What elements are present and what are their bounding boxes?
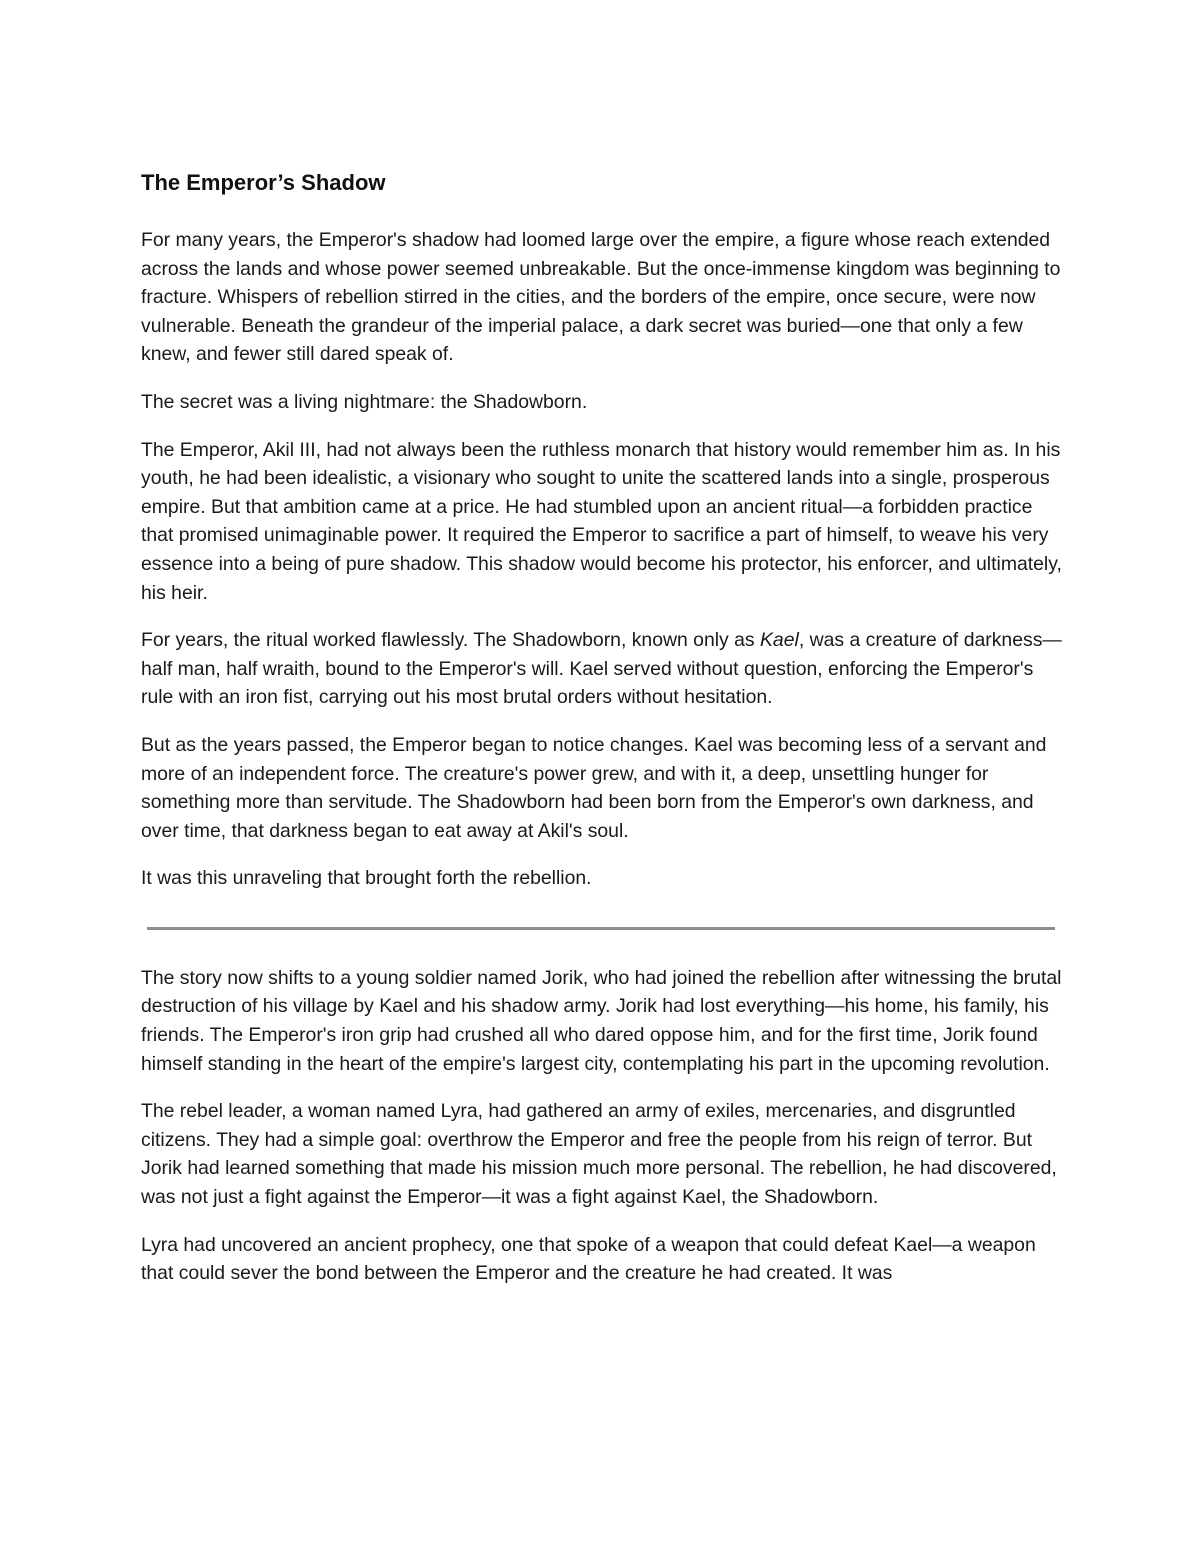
document-title: The Emperor’s Shadow [141,170,386,195]
paragraph: For many years, the Emperor's shadow had loomed large over the empire, a figure whose reach extended across the lands and whose power seemed unbreakable. But the once-immense kingdom was beginning to fracture. Whispers of rebellion stirred in the cities, and the borders of the empire, once secure, were now vulnerable. Beneath the grandeur of the imperial palace, a dark secret was buried—one that only a few knew, and fewer still dared speak of. [141,229,1061,366]
paragraph [141,626,1066,712]
paragraph: The story now shifts to a young soldier named Jorik, who had joined the rebellion after witnessing the brutal destruction of his village by Kael and his shadow army. Jorik had lost everything—his home, his family, his friends. The Emperor's iron grip had crushed all who dared oppose him, and for the first time, Jorik found himself standing in the heart of the empire's largest city, contemplating his part in the upcoming revolution. [141,966,1062,1075]
paragraph: The rebel leader, a woman named Lyra, had gathered an army of exiles, mercenaries, and disgruntled citizens. They had a simple goal: overthrow the Emperor and free the people from his reign of terror. But Jorik had learned something that made his mission much more personal. The rebellion, he had discovered, was not just a fight against the Emperor—it was a fight against Kael, the Shadowborn. [141,1100,1057,1209]
paragraph: It was this unraveling that brought forth the rebellion. [141,867,592,890]
paragraph: The secret was a living nightmare: the Shadowborn. [141,390,588,413]
horizontal-divider [147,927,1055,930]
paragraph-text: For years, the ritual worked flawlessly. The Shadowborn, known only as [141,629,760,652]
italic-name: Kael [760,629,799,652]
paragraph-text: , was a creature of darkness—half man, half wraith, bound to the Emperor's will. Kael served without question, enforcing the Emperor's rule with an iron fist, carrying out his most brutal orders without hesitation. [141,629,1062,709]
document-page [141,168,1066,1307]
paragraph: Lyra had uncovered an ancient prophecy, one that spoke of a weapon that could defeat Kael—a weapon that could sever the bond between the Emperor and the creature he had created. It was [141,1233,1036,1285]
paragraph: The Emperor, Akil III, had not always been the ruthless monarch that history would remember him as. In his youth, he had been idealistic, a visionary who sought to unite the scattered lands into a single, prosperous empire. But that ambition came at a price. He had stumbled upon an ancient ritual—a forbidden practice that promised unimaginable power. It required the Emperor to sacrifice a part of himself, to weave his very essence into a being of pure shadow. This shadow would become his protector, his enforcer, and ultimately, his heir. [141,438,1062,604]
paragraph: But as the years passed, the Emperor began to notice changes. Kael was becoming less of a servant and more of an independent force. The creature's power grew, and with it, a deep, unsettling hunger for something more than servitude. The Shadowborn had been born from the Emperor's own darkness, and over time, that darkness began to eat away at Akil's soul. [141,733,1047,842]
